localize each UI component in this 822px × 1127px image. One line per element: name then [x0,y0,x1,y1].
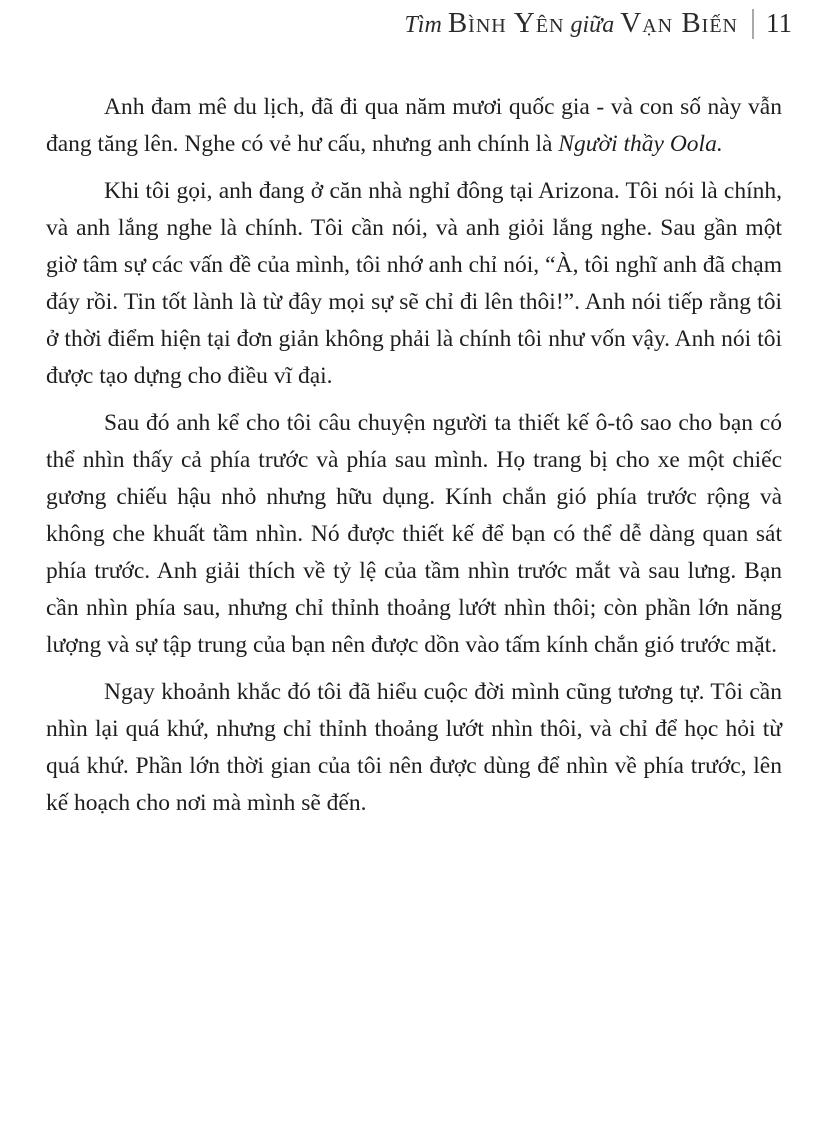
paragraph-1-text: Anh đam mê du lịch, đã đi qua năm mươi quốc gia - và con số này vẫn đang tăng lên. Nghe có vẻ hư cấu, nhưng anh chính là [46,94,782,157]
paragraph-2: Khi tôi gọi, anh đang ở căn nhà nghỉ đông tại Arizona. Tôi nói là chính, và anh lắng nghe là chính. Tôi cần nói, và anh giỏi lắng nghe. Sau gần một giờ tâm sự các vấn đề của mình, tôi nhớ anh chỉ nói, “À, tôi nghĩ anh đã chạm đáy rồi. Tin tốt lành là từ đây mọi sự sẽ chỉ đi lên thôi!”. Anh nói tiếp rằng tôi ở thời điểm hiện tại đơn giản không phải là chính tôi như vốn vậy. Anh nói tôi được tạo dựng cho điều vĩ đại. [46,178,782,389]
header-title-caps-1: Bình Yên [447,7,565,39]
body-text [46,89,782,822]
paragraph-1 [46,89,782,163]
page-number: 11 [766,8,792,38]
header-title-caps-2: Vạn Biến [620,7,738,39]
header-title-script-2: giữa [570,12,615,38]
header-separator-rule [752,9,754,39]
paragraph-1-italic-title: Người thầy Oola. [558,131,723,157]
header-title-script-1: Tìm [404,12,442,38]
paragraph-4: Ngay khoảnh khắc đó tôi đã hiểu cuộc đời mình cũng tương tự. Tôi cần nhìn lại quá khứ, nhưng chỉ thỉnh thoảng lướt nhìn thôi, và chỉ để học hỏi từ quá khứ. Phần lớn thời gian của tôi nên được dùng để nhìn về phía trước, lên kế hoạch cho nơi mà mình sẽ đến. [46,679,782,816]
running-header [0,0,822,40]
paragraph-3: Sau đó anh kể cho tôi câu chuyện người ta thiết kế ô-tô sao cho bạn có thể nhìn thấy cả phía trước và phía sau mình. Họ trang bị cho xe một chiếc gương chiếu hậu nhỏ nhưng hữu dụng. Kính chắn gió phía trước rộng và không che khuất tầm nhìn. Nó được thiết kế để bạn có thể dễ dàng quan sát phía trước. Anh giải thích về tỷ lệ của tầm nhìn trước mắt và sau lưng. Bạn cần nhìn phía sau, nhưng chỉ thỉnh thoảng lướt nhìn thôi; còn phần lớn năng lượng và sự tập trung của bạn nên được dồn vào tấm kính chắn gió trước mặt. [46,410,782,658]
